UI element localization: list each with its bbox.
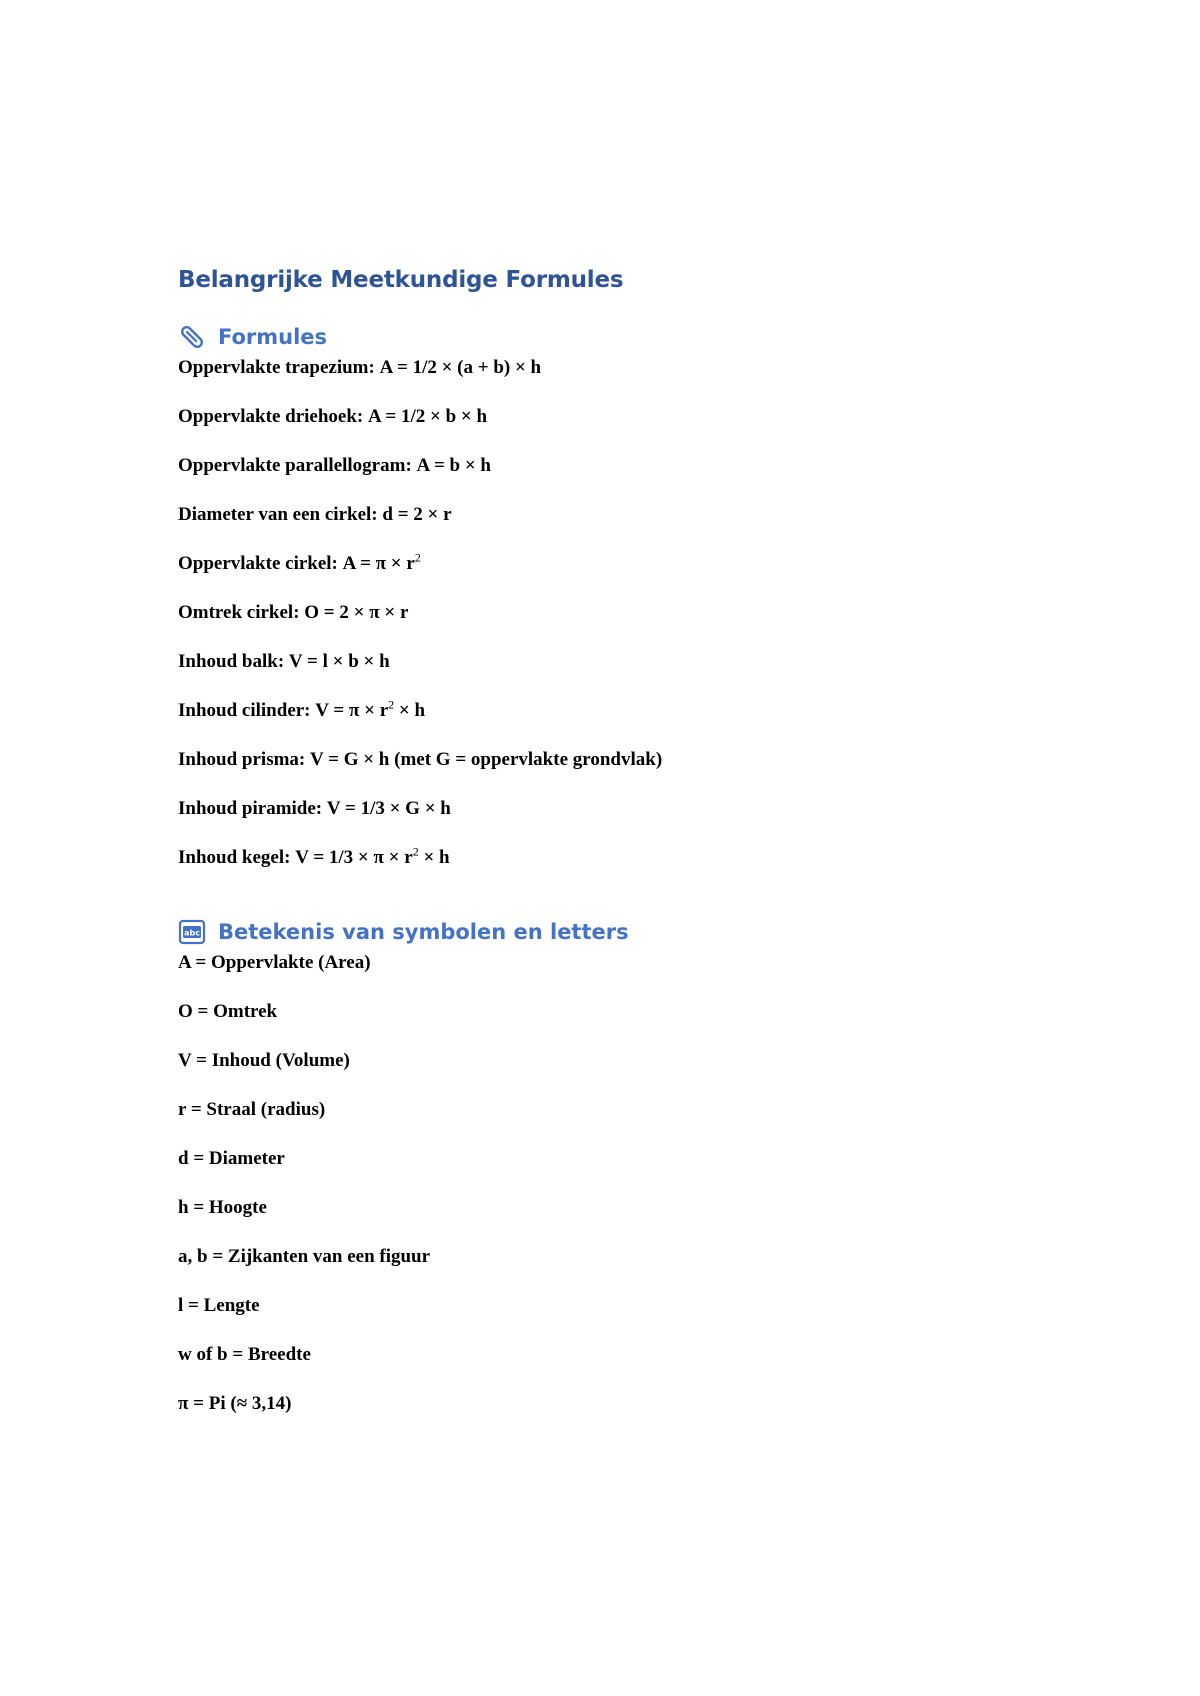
formula-label: Inhoud balk: [178, 651, 285, 672]
abc-icon [178, 918, 206, 946]
formula-expression: d = 2 × r [382, 504, 452, 525]
formula-tail: × h [418, 847, 450, 868]
section-heading-symbols [178, 915, 1078, 949]
symbol-definition: O = Omtrek [178, 1001, 278, 1022]
formula-list [178, 354, 1078, 893]
formula-expression: O = 2 × π × r [304, 602, 409, 623]
formula-expression: V = 1/3 × G × h [326, 798, 451, 819]
formula-label: Inhoud kegel: [178, 847, 291, 868]
formula-label: Omtrek cirkel: [178, 602, 300, 623]
formula-label: Inhoud piramide: [178, 798, 323, 819]
formula-line [178, 844, 1078, 893]
formula-line [178, 795, 1078, 844]
formula-exponent: 2 [414, 550, 421, 565]
symbol-definition: d = Diameter [178, 1148, 285, 1169]
formula-label: Oppervlakte driehoek: [178, 406, 364, 427]
symbol-definition: A = Oppervlakte (Area) [178, 952, 371, 973]
formula-exponent: 2 [412, 844, 419, 859]
symbol-definition: r = Straal (radius) [178, 1099, 326, 1120]
formula-label: Inhoud cilinder: [178, 700, 311, 721]
section-heading-formules [178, 320, 1078, 354]
formula-label: Oppervlakte parallellogram: [178, 455, 412, 476]
section-heading-label: Formules [218, 325, 328, 349]
formula-line [178, 697, 1078, 746]
formula-line [178, 403, 1078, 452]
formula-expression: A = π × r [342, 553, 415, 574]
formula-line [178, 550, 1078, 599]
formula-expression: A = 1/2 × b × h [368, 406, 488, 427]
document-title: Belangrijke Meetkundige Formules [178, 267, 624, 293]
svg-text:abc: abc [184, 928, 200, 938]
symbol-definition: V = Inhoud (Volume) [178, 1050, 350, 1071]
formula-expression: A = 1/2 × (a + b) × h [379, 357, 542, 378]
formula-label: Diameter van een cirkel: [178, 504, 378, 525]
formula-tail: × h [394, 700, 426, 721]
section-heading-label: Betekenis van symbolen en letters [218, 920, 629, 944]
document-content [178, 260, 1078, 1439]
formula-line [178, 354, 1078, 403]
formula-label: Oppervlakte trapezium: [178, 357, 375, 378]
formula-line [178, 452, 1078, 501]
formula-exponent: 2 [388, 697, 395, 712]
paperclip-icon [178, 323, 206, 351]
formula-line [178, 746, 1078, 795]
formula-line [178, 501, 1078, 550]
symbol-definition: h = Hoogte [178, 1197, 267, 1218]
formula-label: Oppervlakte cirkel: [178, 553, 338, 574]
formula-expression: V = l × b × h [288, 651, 390, 672]
formula-expression: A = b × h [416, 455, 491, 476]
symbol-definition: l = Lengte [178, 1295, 260, 1316]
symbol-definition: π = Pi (≈ 3,14) [178, 1393, 292, 1414]
symbol-definition: a, b = Zijkanten van een figuur [178, 1246, 431, 1267]
formula-expression: V = 1/3 × π × r [295, 847, 413, 868]
formula-line [178, 599, 1078, 648]
formula-label: Inhoud prisma: [178, 749, 306, 770]
symbol-legend-list [178, 949, 1078, 1439]
formula-expression: V = G × h (met G = oppervlakte grondvlak) [310, 749, 663, 770]
formula-line [178, 648, 1078, 697]
symbol-definition: w of b = Breedte [178, 1344, 311, 1365]
formula-expression: V = π × r [315, 700, 389, 721]
